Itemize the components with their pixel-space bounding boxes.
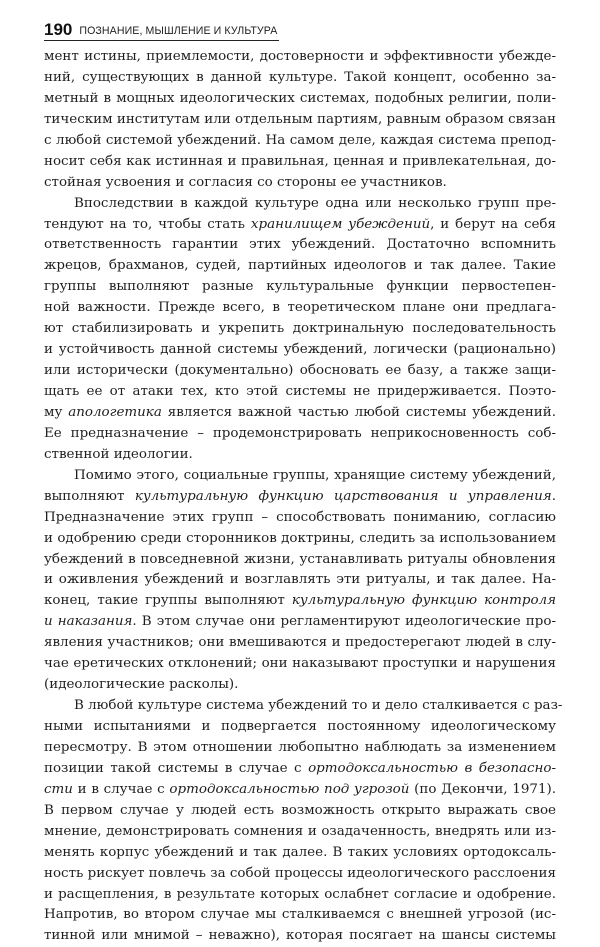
text-segment: позиции такой системы в случае с: [44, 760, 309, 776]
text-line: [44, 675, 556, 696]
text-segment: явления участников; они вмешиваются и предостерегают людей в слу-: [44, 635, 556, 651]
text-segment: ность рискует повлечь за собой процессы идеологического расслоения: [44, 865, 556, 881]
text-line: [44, 235, 556, 256]
italic-term: хранилищем убеждений: [250, 216, 431, 232]
text-segment: чае еретических отклонений; они наказывают проступки и нарушения: [44, 656, 556, 672]
italic-term: апологетика: [68, 404, 162, 420]
text-line: [44, 382, 556, 403]
text-line: [44, 717, 556, 738]
text-segment: ной важности. Прежде всего, в теоретическом плане они предлага-: [44, 300, 556, 316]
text-segment: метный в мощных идеологических системах, подобных религии, поли-: [44, 90, 556, 106]
page-number: 190: [44, 20, 73, 39]
text-segment: (идеологические расколы).: [44, 677, 239, 693]
text-segment: ственной идеологии.: [44, 446, 193, 462]
text-segment: и расщепления, в результате которых ослабнет согласие и одобрение.: [44, 886, 556, 902]
paragraph: [44, 466, 556, 696]
text-line: [44, 591, 556, 612]
running-title: ПОЗНАНИЕ, МЫШЛЕНИЕ И КУЛЬТУРА: [79, 25, 278, 37]
text-line: [44, 152, 556, 173]
text-segment: является важной частью любой системы убеждений.: [161, 404, 556, 420]
text-segment: мнение, демонстрировать сомнения и озадаченность, внедрять или из-: [44, 823, 556, 839]
text-line: [44, 885, 556, 906]
text-line: [44, 508, 556, 529]
text-segment: с любой системой убеждений. На самом деле, каждая система препод-: [44, 132, 556, 148]
text-line: [44, 696, 563, 717]
text-segment: и в случае с: [72, 781, 170, 797]
text-line: [44, 466, 556, 487]
text-segment: ными испытаниями и подвергается постоянному идеологическому: [44, 719, 556, 734]
text-segment: жрецов, брахманов, судей, партийных идеологов и так далее. Такие: [44, 258, 556, 274]
text-segment: ют стабилизировать и укрепить доктринальную последовательность: [44, 321, 556, 337]
text-segment: конец, такие группы выполняют: [44, 593, 292, 609]
text-line: [44, 487, 556, 508]
body-text: [44, 47, 563, 947]
text-line: [44, 47, 556, 68]
text-line: [44, 822, 556, 843]
text-line: [44, 780, 556, 801]
text-line: [44, 424, 556, 445]
text-segment: В любой культуре система убеждений то и дело сталкивается с раз-: [74, 698, 563, 714]
text-line: [44, 89, 556, 110]
text-segment: Помимо этого, социальные группы, хранящие систему убеждений,: [74, 467, 556, 483]
text-segment: .: [551, 488, 556, 504]
text-line: [44, 612, 556, 633]
text-segment: ответственность гарантии этих убеждений. Достаточно вспомнить: [44, 237, 556, 253]
text-line: [44, 298, 556, 319]
text-line: [44, 445, 556, 466]
text-line: [44, 550, 556, 571]
text-line: [44, 215, 556, 236]
text-segment: убеждений в повседневной жизни, устанавливать ритуалы обновления: [44, 551, 556, 567]
paragraph: [44, 194, 556, 466]
text-segment: Впоследствии в каждой культуре одна или несколько групп пре-: [74, 195, 556, 211]
text-segment: му: [44, 404, 69, 420]
page-header: [44, 18, 279, 41]
italic-term: ортодоксальностью под угрозой: [169, 781, 410, 797]
text-line: [44, 256, 556, 277]
text-line: [44, 905, 556, 926]
text-line: [44, 110, 556, 131]
text-segment: В первом случае у людей есть возможность открыто выражать свое: [44, 802, 556, 818]
text-segment: Ее предназначение – продемонстрировать неприкосновенность соб-: [44, 425, 556, 441]
text-segment: (по Декончи, 1971).: [409, 781, 557, 797]
text-segment: мент истины, приемлемости, достоверности и эффективности убежде-: [44, 49, 556, 64]
paragraph: [44, 696, 563, 947]
text-line: [44, 194, 556, 215]
text-line: [44, 759, 556, 780]
text-segment: Напротив, во втором случае мы сталкиваемся с внешней угрозой (ис-: [44, 907, 556, 923]
text-line: [44, 319, 556, 340]
text-segment: тическим институтам или отдельным партиям, равным образом связан: [44, 111, 556, 127]
text-segment: выполняют: [44, 488, 135, 504]
text-segment: носит себя как истинная и правильная, ценная и привлекательная, до-: [44, 153, 556, 169]
text-segment: Предназначение этих групп – способствовать пониманию, согласию: [44, 509, 556, 525]
text-segment: и устойчивость данной системы убеждений, логически (рационально): [44, 342, 556, 358]
text-line: [44, 738, 556, 759]
text-line: [44, 864, 556, 885]
italic-term: культуральную функцию царствования и управления: [134, 488, 552, 504]
text-line: [44, 403, 556, 424]
paragraph: [44, 47, 556, 194]
text-segment: , и берут на себя: [430, 216, 556, 232]
text-segment: щать ее от атаки тех, кто этой системы не придерживается. Поэто-: [44, 384, 556, 399]
text-segment: менять корпус убеждений и так далее. В таких условиях ортодоксаль-: [44, 844, 556, 860]
text-segment: или исторически (документально) обосновать ее базу, а также защи-: [44, 363, 556, 379]
italic-term: ортодоксальностью в безопасно-: [308, 760, 556, 776]
text-line: [44, 131, 556, 152]
text-line: [44, 801, 556, 822]
text-line: [44, 173, 556, 194]
italic-term: и наказания: [44, 614, 133, 630]
text-line: [44, 843, 556, 864]
text-segment: стойная усвоения и согласия со стороны ее участников.: [44, 174, 447, 190]
italic-term: культуральную функцию контроля: [291, 593, 556, 609]
text-segment: пересмотру. В этом отношении любопытно наблюдать за изменением: [44, 739, 556, 755]
text-line: [44, 633, 556, 654]
text-segment: тендуют на то, чтобы стать: [44, 216, 251, 232]
text-segment: и оживления убеждений и возглавлять эти ритуалы, и так далее. На-: [44, 572, 556, 588]
text-segment: . В этом случае они регламентируют идеологические про-: [132, 614, 556, 630]
text-segment: тинной или мнимой – неважно), которая посягает на шансы системы: [44, 928, 556, 944]
text-segment: группы выполняют разные культуральные функции первостепен-: [44, 279, 556, 295]
text-line: [44, 926, 556, 947]
text-line: [44, 529, 556, 550]
text-segment: ний, существующих в данной культуре. Такой концепт, особенно за-: [44, 69, 556, 85]
text-segment: и одобрению среди сторонников доктрины, следить за использованием: [44, 530, 556, 546]
italic-term: сти: [44, 781, 73, 797]
text-line: [44, 654, 556, 675]
text-line: [44, 340, 556, 361]
text-line: [44, 277, 556, 298]
text-line: [44, 570, 556, 591]
text-line: [44, 361, 556, 382]
text-line: [44, 68, 556, 89]
